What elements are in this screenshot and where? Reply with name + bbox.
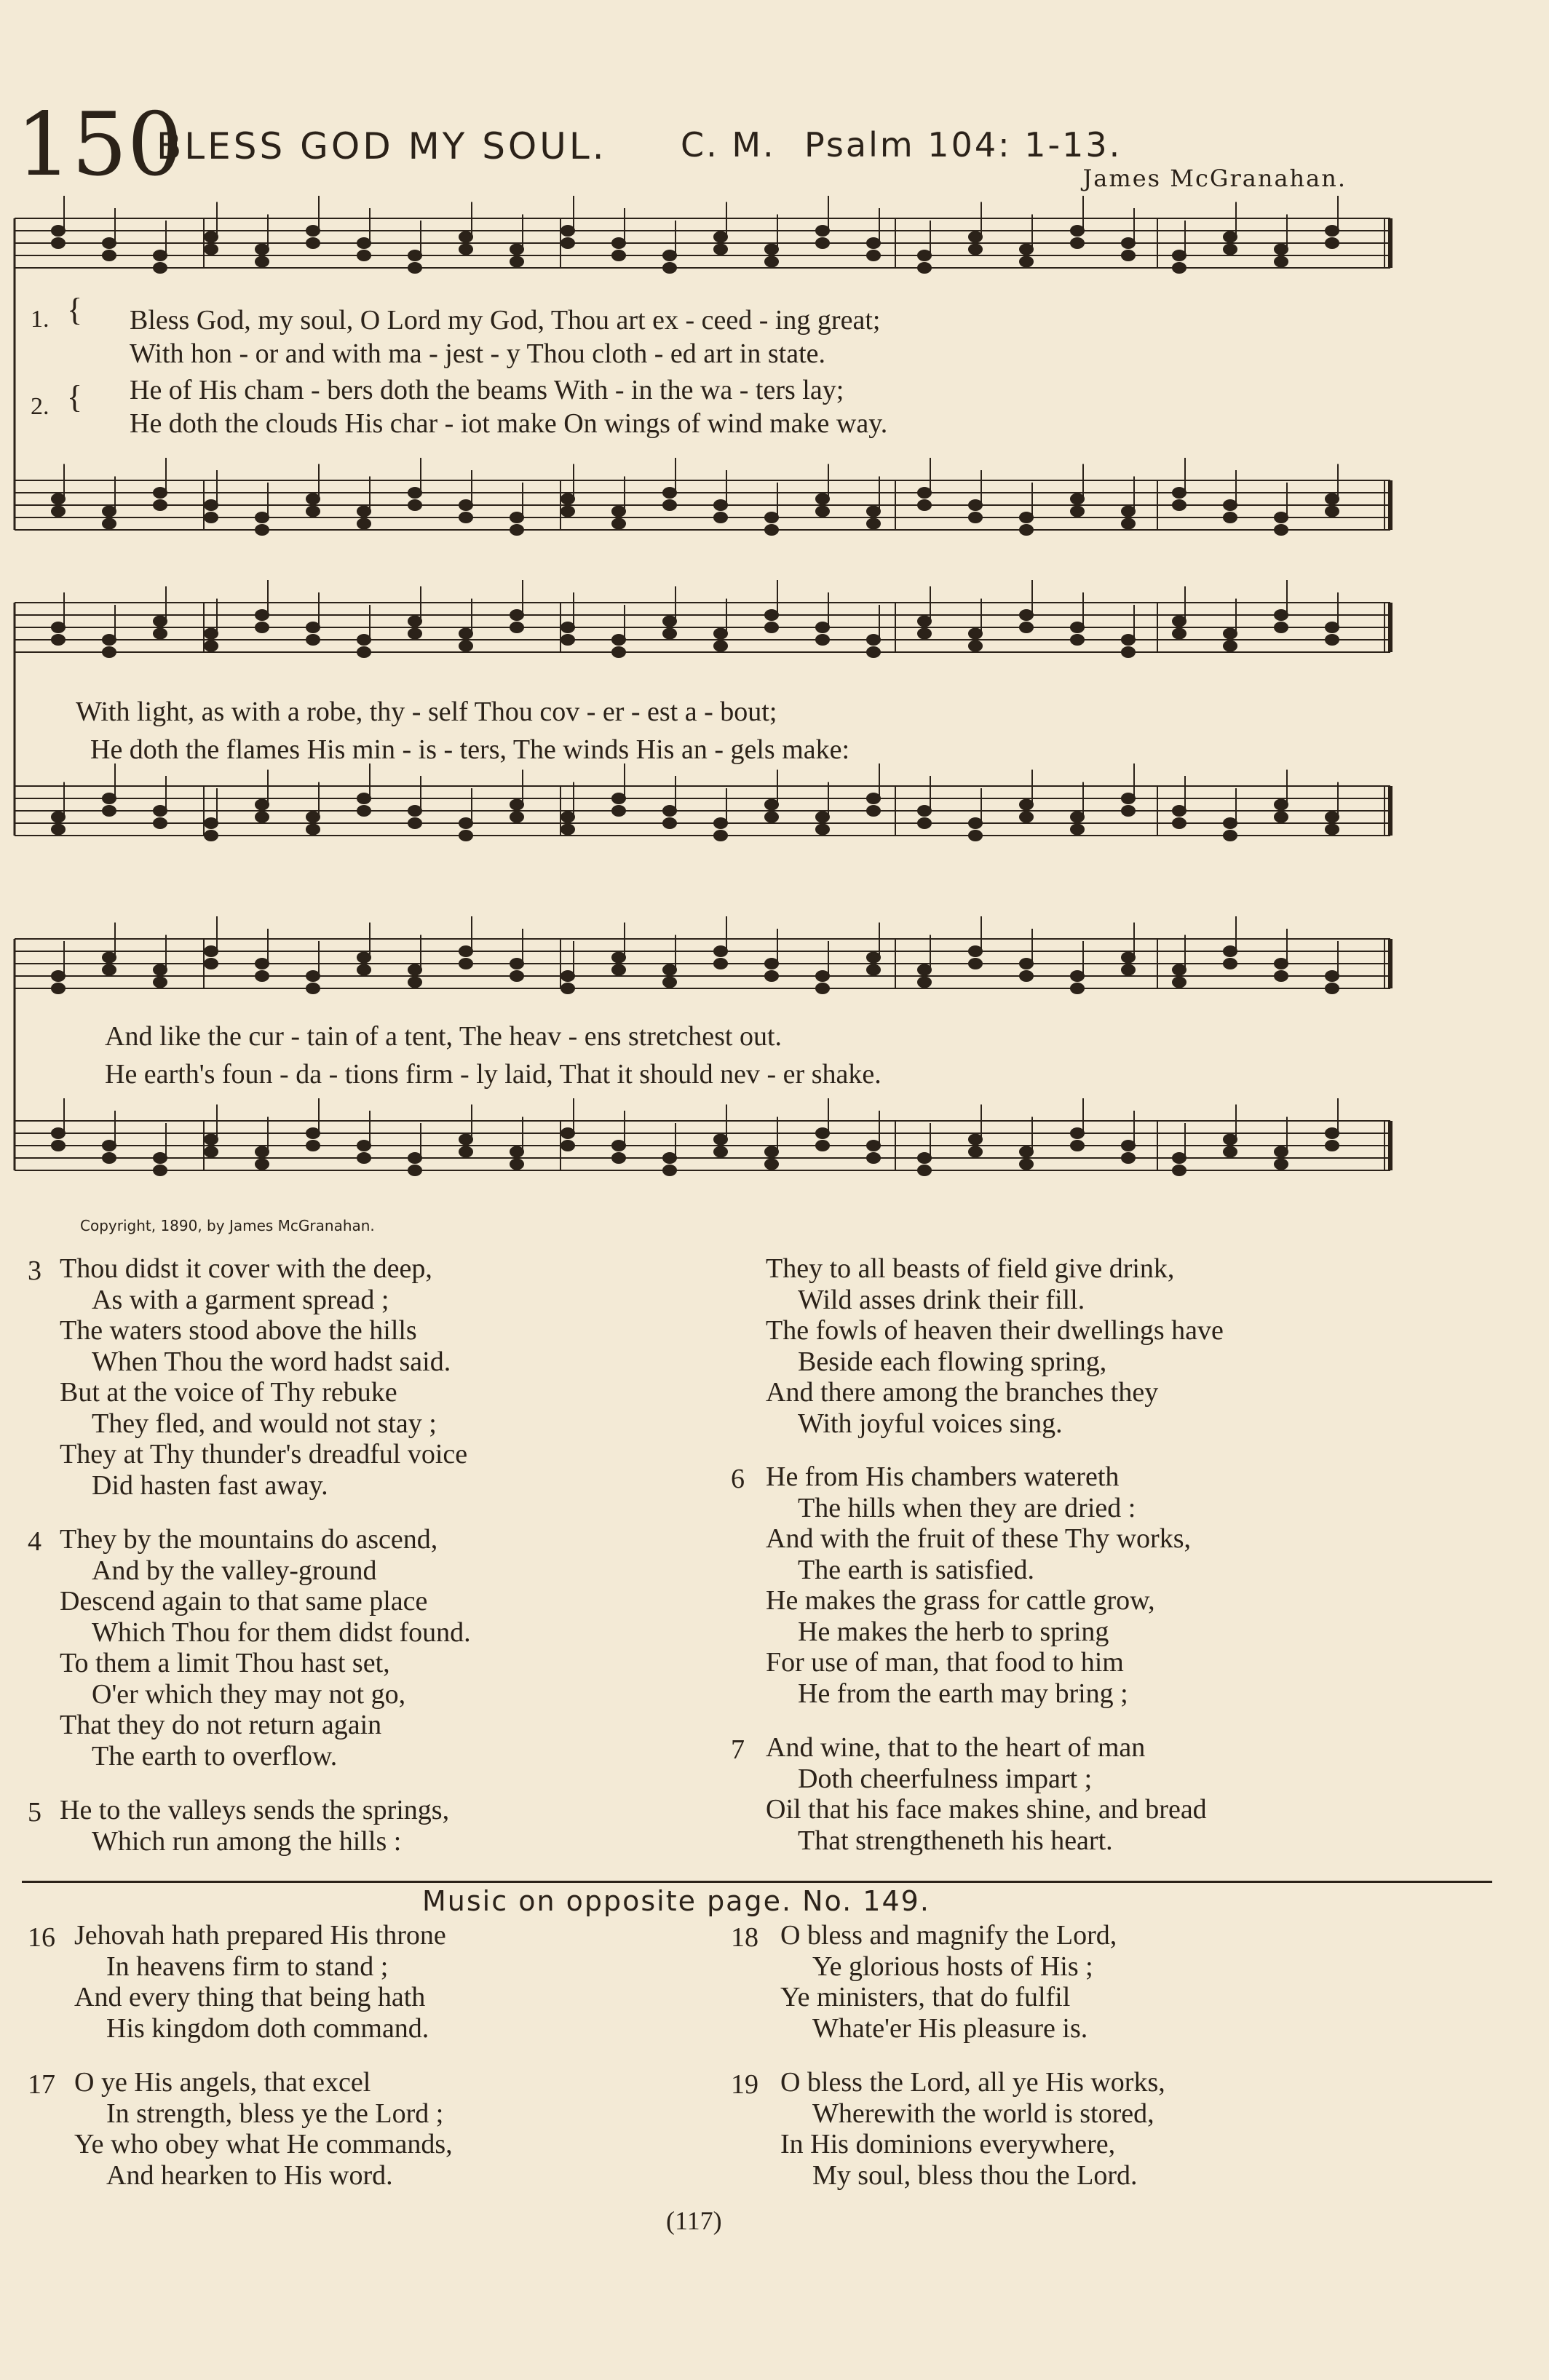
opposite-page-heading: Music on opposite page. No. 149.: [422, 1885, 930, 1917]
brace-left: {: [67, 292, 83, 328]
stanza-5: He to the valleys sends the springs, Which run among the hills :: [60, 1795, 450, 1857]
page-number: (117): [666, 2206, 722, 2235]
lyric-line-2a: He of His cham - bers doth the beams With - in the wa - ters lay;: [130, 375, 844, 405]
lyric-line-s3-1: And like the cur - tain of a tent, The heav - ens stretchest out.: [105, 1021, 782, 1052]
staff: [15, 196, 1390, 273]
hymn-meter: C. M.: [681, 125, 776, 164]
stanza-3: Thou didst it cover with the deep, As with a garment spread ; The waters stood above the hills When Thou the word hadst said. But at the voice of Thy rebuke They fled, and would not stay ; They at Thy thunder's dreadful voice Did hasten fast away.: [60, 1253, 468, 1501]
copyright-notice: Copyright, 1890, by James McGranahan.: [80, 1217, 375, 1234]
staff: [15, 763, 1390, 841]
stanza-17: O ye His angels, that excel In strength, bless ye the Lord ; Ye who obey what He commands, And hearken to His word.: [74, 2067, 453, 2191]
stanza-number: 6: [731, 1464, 745, 1494]
stanza-number: 19: [731, 2069, 758, 2100]
hymn-title: BLESS GOD MY SOUL.: [157, 125, 607, 167]
staff: [15, 458, 1390, 535]
verse-mark-2: 2.: [31, 393, 49, 420]
stanza-number: 5: [28, 1797, 41, 1828]
verse-mark-1: 1.: [31, 306, 49, 333]
stanza-7: And wine, that to the heart of man Doth cheerfulness impart ; Oil that his face makes shine, and bread That strengtheneth his heart.: [766, 1732, 1207, 1856]
stanza-number: 3: [28, 1256, 41, 1286]
stanza-19: O bless the Lord, all ye His works, Wherewith the world is stored, In His dominions everywhere, My soul, bless thou the Lord.: [780, 2067, 1165, 2191]
brace-left: {: [67, 379, 83, 415]
lyric-line-s3-2: He earth's foun - da - tions firm - ly laid, That it should nev - er shake.: [105, 1059, 882, 1090]
stanza-16: Jehovah hath prepared His throne In heavens firm to stand ; And every thing that being hath His kingdom doth command.: [74, 1920, 446, 2044]
stanza-4: They by the mountains do ascend, And by the valley-ground Descend again to that same place Which Thou for them didst found. To them a limit Thou hast set, O'er which they may not go, That they do not return again The earth to overflow.: [60, 1524, 471, 1772]
stanza-5-continued: They to all beasts of field give drink, Wild asses drink their fill. The fowls of heaven their dwellings have Beside each flowing spring, And there among the branches they With joyful voices sing.: [766, 1253, 1224, 1439]
lyric-line-2b: He doth the clouds His char - iot make On wings of wind make way.: [130, 408, 888, 439]
lyric-line-s2-2: He doth the flames His min - is - ters, The winds His an - gels make:: [90, 734, 850, 765]
stanza-6: He from His chambers watereth The hills when they are dried : And with the fruit of these Thy works, The earth is satisfied. He makes the grass for cattle grow, He makes the herb to spring For use of man, that food to him He from the earth may bring ;: [766, 1461, 1191, 1709]
stanza-number: 7: [731, 1734, 745, 1765]
stanza-number: 16: [28, 1922, 55, 1953]
scripture-reference: Psalm 104: 1-13.: [804, 125, 1122, 164]
section-divider: [22, 1881, 1492, 1883]
lyric-line-1b: With hon - or and with ma - jest - y Thou cloth - ed art in state.: [130, 338, 825, 369]
stanza-number: 18: [731, 1922, 758, 1953]
stanza-18: O bless and magnify the Lord, Ye glorious hosts of His ; Ye ministers, that do fulfil Whate'er His pleasure is.: [780, 1920, 1117, 2044]
lyric-line-s2-1: With light, as with a robe, thy - self Thou cov - er - est a - bout;: [76, 697, 777, 727]
hymn-number: 150: [16, 95, 183, 196]
staff: [15, 1098, 1390, 1175]
composer-credit: James McGranahan.: [1082, 164, 1347, 192]
staff: [15, 580, 1390, 657]
stanza-number: 17: [28, 2069, 55, 2100]
stanza-number: 4: [28, 1526, 41, 1557]
staff: [15, 916, 1390, 993]
lyric-line-1a: Bless God, my soul, O Lord my God, Thou art ex - ceed - ing great;: [130, 305, 881, 336]
